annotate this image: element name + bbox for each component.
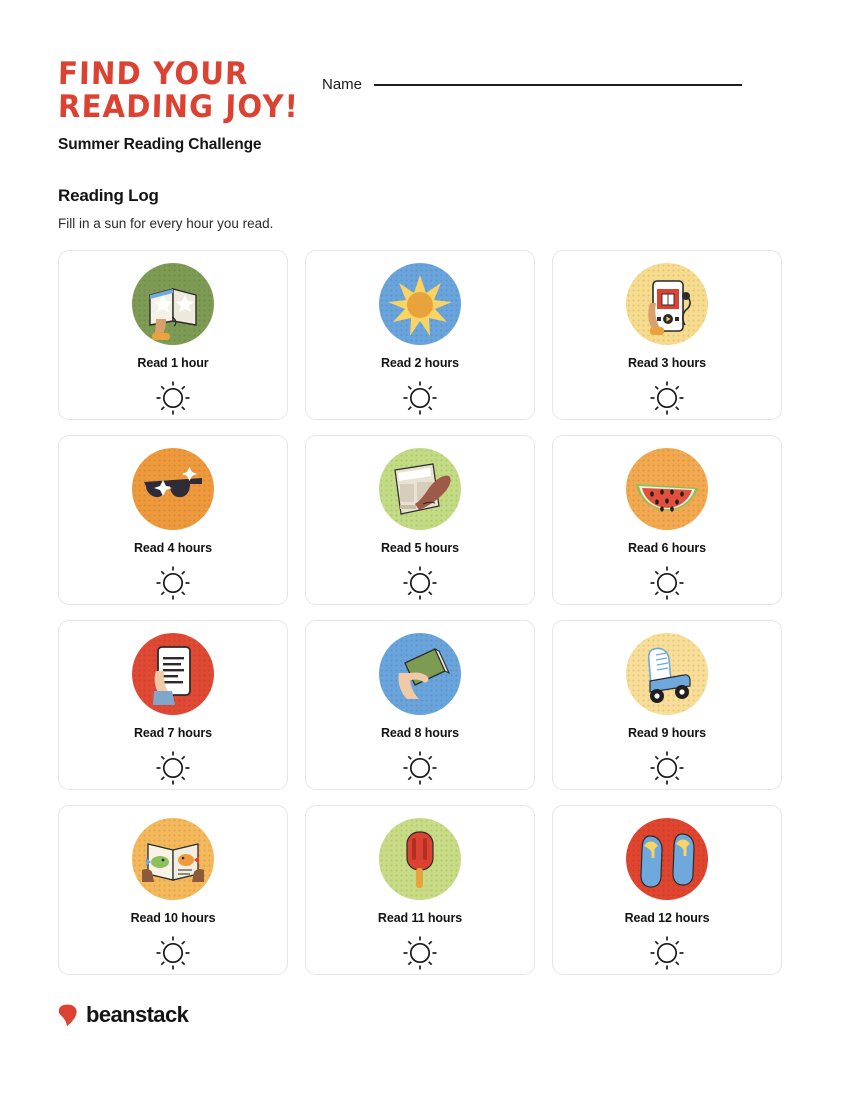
reading-log-grid (58, 250, 782, 975)
page-title-line-1: FIND YOUR (57, 56, 250, 92)
reading-log-card[interactable] (58, 805, 288, 975)
reading-log-card[interactable] (58, 250, 288, 420)
card-label: Read 3 hours (628, 356, 706, 370)
reading-log-section-header (58, 186, 273, 231)
sun-checkbox-icon[interactable] (154, 564, 192, 602)
sun-checkbox-icon[interactable] (648, 564, 686, 602)
brand-name: beanstack (86, 1002, 189, 1027)
watermelon-slice-icon (626, 448, 708, 530)
card-label: Read 7 hours (134, 726, 212, 740)
sun-checkbox-icon[interactable] (401, 379, 439, 417)
section-title: Reading Log (58, 186, 159, 205)
reading-log-card[interactable] (552, 250, 782, 420)
card-label: Read 2 hours (381, 356, 459, 370)
flip-flops-icon (626, 818, 708, 900)
name-field-row (322, 76, 742, 93)
sun-checkbox-icon[interactable] (648, 379, 686, 417)
reading-log-card[interactable] (552, 435, 782, 605)
sun-checkbox-icon[interactable] (154, 749, 192, 787)
card-label: Read 12 hours (624, 911, 710, 925)
hand-holding-closed-book-icon (379, 633, 461, 715)
card-label: Read 11 hours (377, 911, 463, 925)
sun-checkbox-icon[interactable] (648, 934, 686, 972)
sun-checkbox-icon[interactable] (154, 934, 192, 972)
card-label: Read 9 hours (628, 726, 706, 740)
reading-log-card[interactable] (305, 805, 535, 975)
card-label: Read 1 hour (137, 356, 209, 370)
hand-holding-open-book-icon (132, 263, 214, 345)
page-header (58, 58, 784, 154)
reading-log-card[interactable] (58, 435, 288, 605)
reading-log-card[interactable] (58, 620, 288, 790)
sun-checkbox-icon[interactable] (648, 749, 686, 787)
name-write-in-line[interactable] (374, 84, 742, 86)
beanstack-mark-icon (58, 1004, 77, 1027)
open-picture-book-icon (132, 818, 214, 900)
sun-icon (379, 263, 461, 345)
popsicle-icon (379, 818, 461, 900)
reading-log-card[interactable] (305, 435, 535, 605)
reading-log-card[interactable] (552, 620, 782, 790)
card-label: Read 10 hours (130, 911, 216, 925)
hand-holding-tablet-icon (132, 633, 214, 715)
page-title-line-2: READING JOY! (57, 89, 300, 126)
magazine-reading-icon (379, 448, 461, 530)
reading-log-card[interactable] (552, 805, 782, 975)
card-label: Read 5 hours (381, 541, 459, 555)
sun-checkbox-icon[interactable] (401, 564, 439, 602)
sunglasses-icon (132, 448, 214, 530)
card-label: Read 6 hours (628, 541, 706, 555)
section-instruction: Fill in a sun for every hour you read. (58, 216, 274, 231)
card-label: Read 8 hours (381, 726, 459, 740)
sun-checkbox-icon[interactable] (154, 379, 192, 417)
page-subtitle: Summer Reading Challenge (58, 135, 262, 153)
roller-skate-icon (626, 633, 708, 715)
name-label: Name (322, 76, 363, 93)
footer-logo (58, 1002, 188, 1028)
sun-checkbox-icon[interactable] (401, 749, 439, 787)
reading-log-card[interactable] (305, 620, 535, 790)
reading-log-card[interactable] (305, 250, 535, 420)
sun-checkbox-icon[interactable] (401, 934, 439, 972)
phone-audiobook-icon (626, 263, 708, 345)
card-label: Read 4 hours (134, 541, 212, 555)
